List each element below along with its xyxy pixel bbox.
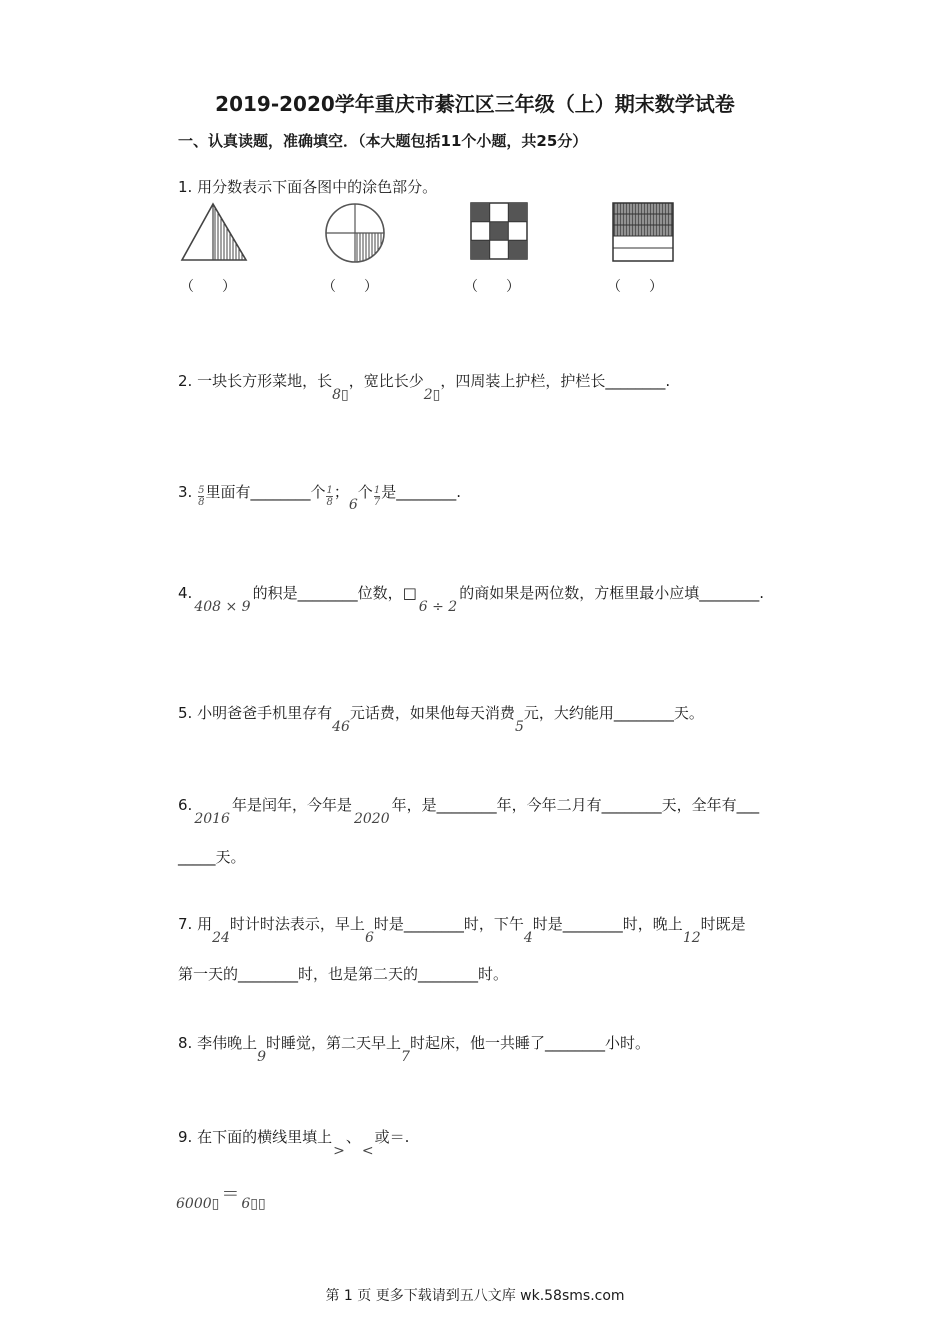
q3-text-b[interactable]: 里面有________个 [205, 483, 326, 501]
q6-text-c[interactable]: 年，是________年，今年二月有________天，全年有___ [391, 796, 760, 814]
q6-math-2020: 2020 [353, 811, 390, 827]
question-9 [178, 1126, 410, 1159]
q4-text-a: 4. [178, 584, 193, 602]
q7-math-6: 6 [364, 930, 374, 946]
q3-text-d: 个 [357, 483, 373, 501]
q5-math-money: 46 [332, 719, 350, 735]
q5-text-a: 5. 小明爸爸手机里存有 [178, 704, 333, 722]
answer-blank-2[interactable]: （ ） [322, 279, 378, 295]
shaded-triangle-figure [178, 200, 250, 262]
q4-text-c[interactable]: 的商如果是两位数，方框里最小应填________. [459, 584, 764, 602]
q9-left-value: 6000▯ [176, 1196, 220, 1212]
q6-text-a: 6. [178, 796, 193, 814]
q5-math-daily: 5 [514, 719, 524, 735]
checker-grid-figure [470, 202, 528, 260]
q2-text-c[interactable]: ，四周装上护栏，护栏长________. [440, 372, 671, 390]
q3-text-a: 3. [178, 483, 198, 501]
question-5 [178, 702, 704, 735]
q2-text-b: ，宽比长少 [348, 372, 424, 390]
q3-fraction-5-8: $\frac{5}{8}$ [198, 485, 205, 508]
q2-text-a: 2. 一块长方形菜地，长 [178, 372, 333, 390]
q9-symbol-lt: < [361, 1143, 374, 1159]
answer-blank-4[interactable]: （ ） [607, 279, 663, 295]
q7-text-d[interactable]: 时是________时，晚上 [532, 915, 683, 933]
question-6 [178, 794, 760, 827]
q4-math-quotient: 6 ÷ 2 [418, 599, 458, 615]
q9-operator[interactable]: ＝ [221, 1184, 240, 1205]
question-7 [178, 913, 746, 946]
q9-right-value: 6▯▯ [241, 1196, 266, 1212]
q6-text-b: 年是闰年，今年是 [231, 796, 352, 814]
q9-text-c: 或＝. [374, 1128, 410, 1146]
question-8 [178, 1032, 650, 1065]
q7-math-4: 4 [523, 930, 533, 946]
q9-symbol-gt: > [333, 1143, 345, 1159]
q8-text-b: 时睡觉，第二天早上 [266, 1034, 402, 1052]
q8-text-c[interactable]: 时起床，他一共睡了________小时。 [409, 1034, 650, 1052]
q2-math-length: 8▯ [332, 387, 349, 403]
q2-math-diff: 2▯ [423, 387, 441, 403]
q3-fraction-1-7: $\frac{1}{7}$ [373, 485, 381, 508]
page-title: 2019-2020学年重庆市綦江区三年级（上）期末数学试卷 [215, 92, 735, 116]
q3-fraction-1-8: $\frac{1}{8}$ [326, 485, 333, 508]
q9-expression [176, 1180, 266, 1212]
q7-text-e: 时既是 [700, 915, 746, 933]
q7-math-24: 24 [212, 930, 230, 946]
q8-text-a: 8. 李伟晚上 [178, 1034, 258, 1052]
q6-math-2016: 2016 [194, 811, 230, 827]
question-7-cont[interactable]: 第一天的________时，也是第二天的________时。 [178, 965, 509, 983]
striped-rectangle-figure [612, 202, 674, 262]
q7-text-c[interactable]: 时是________时，下午 [373, 915, 524, 933]
q5-text-c[interactable]: 元，大约能用________天。 [523, 704, 704, 722]
q5-text-b: 元话费，如果他每天消费 [349, 704, 515, 722]
q7-text-a: 7. 用 [178, 915, 213, 933]
question-1: 1. 用分数表示下面各图中的涂色部分。 [178, 178, 438, 196]
question-4 [178, 582, 764, 615]
shaded-circle-figure [322, 202, 386, 264]
q9-text-a: 9. 在下面的横线里填上 [178, 1128, 333, 1146]
q3-text-c: ； [333, 483, 349, 501]
section-heading: 一、认真读题，准确填空．（本大题包括11个小题，共25分） [178, 132, 588, 150]
answer-blank-1[interactable]: （ ） [180, 279, 236, 295]
q4-math-product: 408 × 9 [194, 599, 251, 615]
q8-math-7: 7 [401, 1049, 410, 1065]
page-footer: 第 1 页 更多下载请到五八文库 wk.58sms.com [325, 1288, 625, 1304]
q3-text-e[interactable]: 是________. [381, 483, 461, 501]
q4-text-b[interactable]: 的积是________位数，□ [252, 584, 417, 602]
q7-text-b: 时计时法表示，早上 [229, 915, 365, 933]
question-3 [178, 477, 461, 513]
answer-blank-3[interactable]: （ ） [464, 279, 520, 295]
q9-text-b: 、 [345, 1128, 361, 1146]
q3-math-six: 6 [348, 497, 358, 513]
q8-math-9: 9 [257, 1049, 267, 1065]
question-2 [178, 370, 671, 403]
q7-math-12: 12 [682, 930, 701, 946]
question-6-cont[interactable]: _____天。 [178, 848, 246, 866]
